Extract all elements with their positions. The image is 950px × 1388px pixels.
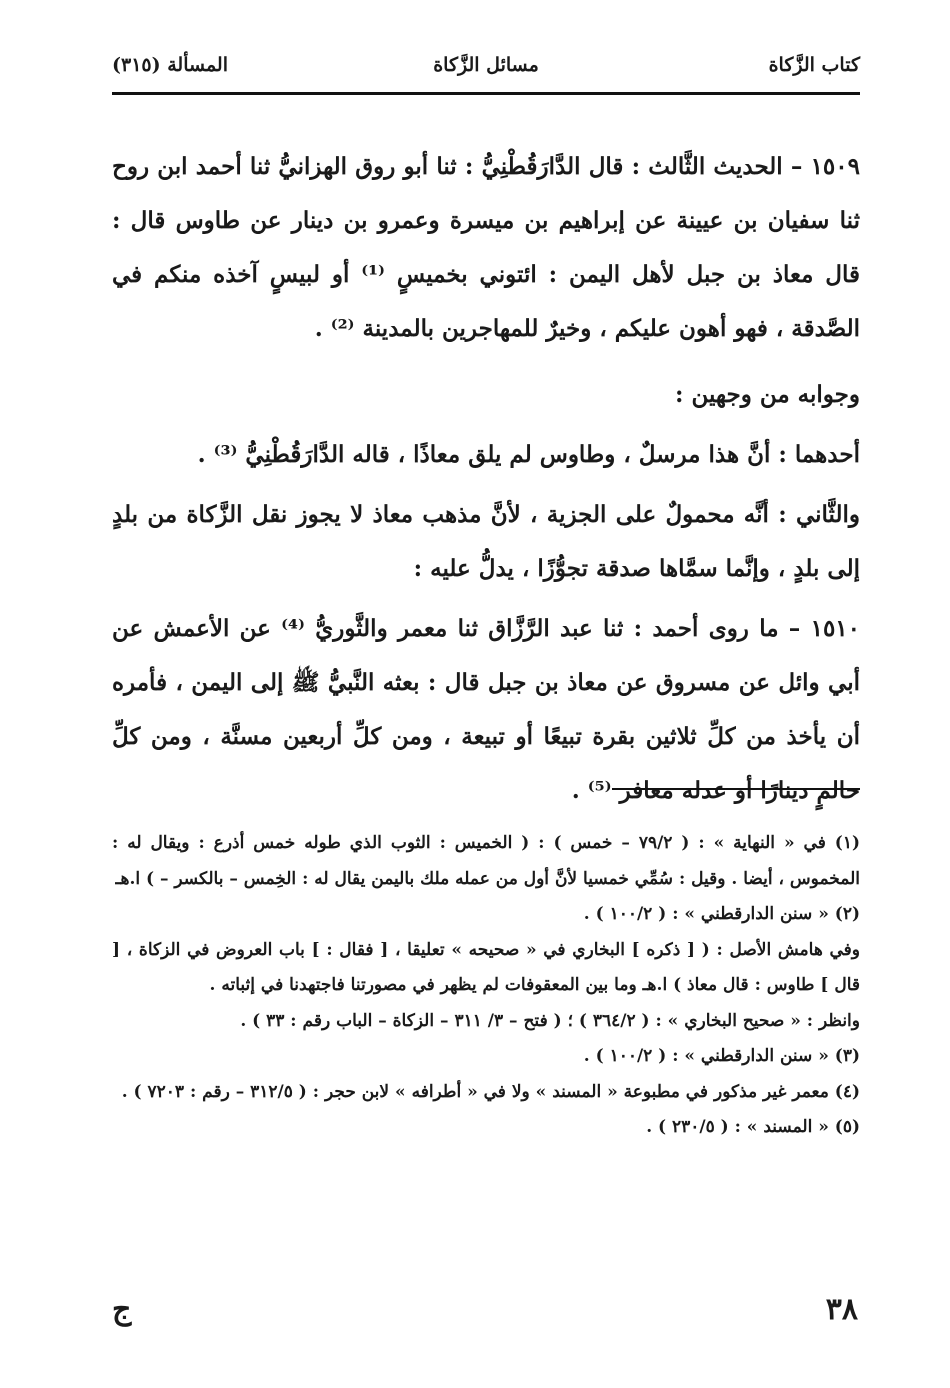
second-answer: والثَّاني : أنَّه محمولٌ على الجزية ، لأنَّ مذهب معاذ لا يجوز نقل الزَّكاة من بلدٍ إلى بلدٍ ، وإنَّما سمَّاها صدقة تجوُّزًا ، يدلُّ عليه :	[112, 501, 860, 582]
answer-intro: وجوابه من وجهين :	[674, 381, 860, 408]
first-answer: أحدهما : أنَّ هذا مرسلٌ ، وطاوس لم يلق معاذًا ، قاله الدَّارَقُطْنِيُّ ⁽³⁾ .	[197, 441, 860, 468]
footnote-5: (٥) « المسند » : ( ٢٣٠/٥ ) .	[646, 1117, 860, 1137]
issue-label: المسألة (٣١٥)	[112, 54, 228, 76]
hadith-1510-paragraph: ١٥١٠ – ما روى أحمد : ثنا عبد الرَّزَّاق ثنا معمر والثَّوريُّ ⁽⁴⁾ عن الأعمش عن أبي وائل عن مسروق عن معاذ بن جبل قال : بعثه النَّبيُّ ﷺ إلى اليمن ، فأمره أن يأخذ من كلِّ ثلاثين بقرة تبيعًا أو تبيعة ، ومن كلِّ أربعين مسنَّة ، ومن كلِّ حالمٍ دينارًا أو عدله معافر ⁽⁵⁾ .	[112, 615, 861, 804]
chapter-title: مسائل الزَّكاة	[433, 54, 539, 76]
footnotes	[112, 826, 860, 1146]
book-title: كتاب الزَّكاة	[768, 54, 860, 76]
footnote-separator	[612, 788, 860, 790]
main-text	[112, 140, 860, 818]
footnote-2: (٢) « سنن الدارقطني » : ( ١٠٠/٢ ) .	[583, 904, 860, 924]
footnote-1: (١) في « النهاية » : ( ٧٩/٢ – خمس ) : ( الخميس : الثوب الذي طوله خمس أذرع : ويقال له : المخموس ، أيضا . وقيل : سُمِّي خمسيا لأنَّ أول من عمله ملك باليمن يقال له : الخِمس – بالكسر – ) ا.هـ	[112, 833, 861, 889]
hadith-1509-paragraph: ١٥٠٩ – الحديث الثَّالث : قال الدَّارَقُطْنِيُّ : ثنا أبو روق الهزانيُّ ثنا أحمد ابن روح ثنا سفيان بن عيينة عن إبراهيم بن ميسرة وعمرو بن دينار عن طاوس قال : قال معاذ بن جبل لأهل اليمن : ائتوني بخميسٍ ⁽¹⁾ أو لبيسٍ آخذه منكم في الصَّدقة ، فهو أهون عليكم ، وخيرٌ للمهاجرين بالمدينة ⁽²⁾ .	[112, 153, 860, 342]
footnote-3: (٣) « سنن الدارقطني » : ( ١٠٠/٢ ) .	[583, 1046, 860, 1066]
footnote-4: (٤) معمر غير مذكور في مطبوعة « المسند » ولا في « أطرافه » لابن حجر : ( ٣١٢/٥ – رقم : ٧٢٠٣ ) .	[121, 1081, 860, 1102]
page-number: ٣٨	[825, 1292, 858, 1327]
header-rule	[112, 92, 860, 95]
signature-letter: ج	[112, 1292, 132, 1327]
footnote-2-margin-note: وفي هامش الأصل : ( [ ذكره ] البخاري في « صحيحه » تعليقا ، [ فقال : ] باب العروض في الزكاة ، [ قال ] طاوس : قال معاذ ) ا.هـ وما بين المعقوفات لم يظهر في مصورتنا فاجتهدنا في إثباته .	[112, 939, 860, 995]
footnote-2-see-also: وانظر : « صحيح البخاري » : ( ٣٦٤/٢ ) ؛ ( فتح – ٣/ ٣١١ – الزكاة – الباب رقم : ٣٣ ) .	[240, 1010, 860, 1031]
running-header	[112, 50, 860, 84]
